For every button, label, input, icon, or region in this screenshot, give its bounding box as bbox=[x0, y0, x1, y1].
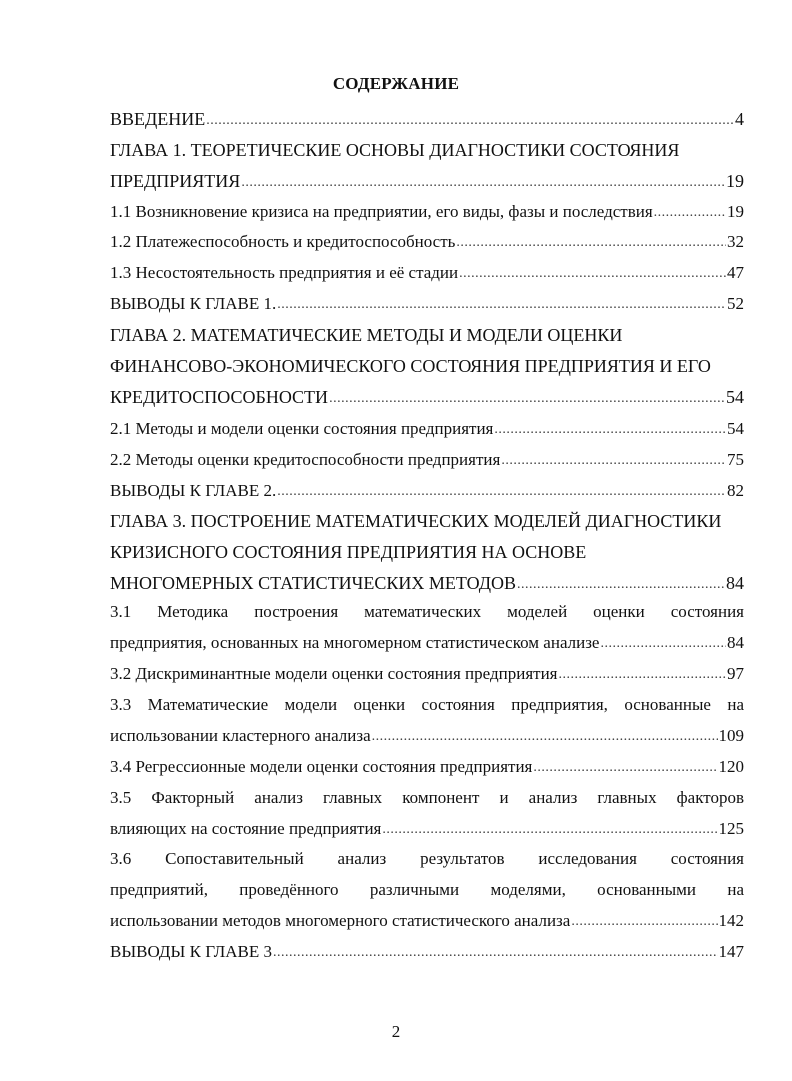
dot-leader bbox=[501, 450, 726, 472]
toc-entry-title: использовании методов многомерного статистического анализа bbox=[110, 911, 571, 930]
toc-entry-title: ВЫВОДЫ К ГЛАВЕ 3 bbox=[110, 942, 273, 961]
toc-entry-page: 109 bbox=[718, 726, 744, 745]
toc-entry-title: ВЫВОДЫ К ГЛАВЕ 2. bbox=[110, 481, 277, 500]
toc-entry-title-line: ГЛАВА 3. ПОСТРОЕНИЕ МАТЕМАТИЧЕСКИХ МОДЕЛЕЙ ДИАГНОСТИКИ bbox=[110, 511, 722, 531]
toc-entry-title-line: ГЛАВА 2. МАТЕМАТИЧЕСКИЕ МЕТОДЫ И МОДЕЛИ ОЦЕНКИ bbox=[110, 325, 623, 345]
toc-entry-page: 147 bbox=[718, 942, 744, 961]
toc-entry-section-3-5[interactable] bbox=[110, 787, 744, 842]
toc-entry-page: 52 bbox=[727, 294, 744, 313]
toc-entry-section-3-6[interactable] bbox=[110, 848, 744, 934]
dot-leader bbox=[277, 481, 726, 503]
toc-entry-page: 84 bbox=[727, 633, 744, 652]
toc-entry-title: предприятия, основанных на многомерном статистическом анализе bbox=[110, 633, 600, 652]
toc-entry-section-1-3[interactable] bbox=[110, 262, 744, 286]
toc-entry-page: 84 bbox=[726, 573, 744, 593]
toc-entry-chapter-2[interactable] bbox=[110, 324, 744, 411]
toc-entry-conclusions-2[interactable] bbox=[110, 480, 744, 504]
toc-entry-page: 97 bbox=[727, 664, 744, 683]
toc-entry-page: 19 bbox=[727, 202, 744, 221]
toc-entry-title: 1.2 Платежеспособность и кредитоспособность bbox=[110, 232, 456, 251]
toc-entry-title: 2.2 Методы оценки кредитоспособности предприятия bbox=[110, 450, 501, 469]
toc-entry-title: КРЕДИТОСПОСОБНОСТИ bbox=[110, 387, 329, 407]
dot-leader bbox=[241, 172, 725, 194]
toc-entry-title: влияющих на состояние предприятия bbox=[110, 819, 382, 838]
toc-entry-title-line: ФИНАНСОВО-ЭКОНОМИЧЕСКОГО СОСТОЯНИЯ ПРЕДПРИЯТИЯ И ЕГО bbox=[110, 356, 711, 376]
toc-entry-title: 3.2 Дискриминантные модели оценки состояния предприятия bbox=[110, 664, 558, 683]
toc-entry-title: ВЫВОДЫ К ГЛАВЕ 1. bbox=[110, 294, 277, 313]
toc-entry-page: 47 bbox=[727, 263, 744, 282]
toc-entry-page: 19 bbox=[726, 171, 744, 191]
toc-entry-page: 32 bbox=[727, 232, 744, 251]
toc-entry-title-line: 3.5 Факторный анализ главных компонент и анализ главных факторов bbox=[110, 788, 744, 807]
toc-entry-page: 120 bbox=[718, 757, 744, 776]
toc-entry-title-line: 3.3 Математические модели оценки состояния предприятия, основанные на bbox=[110, 695, 744, 714]
dot-leader bbox=[600, 633, 726, 655]
toc-entry-section-3-4[interactable] bbox=[110, 756, 744, 780]
dot-leader bbox=[273, 942, 717, 964]
dot-leader bbox=[459, 263, 726, 285]
toc-entry-section-1-1[interactable] bbox=[110, 201, 744, 225]
toc-entry-title-line: ГЛАВА 1. ТЕОРЕТИЧЕСКИЕ ОСНОВЫ ДИАГНОСТИКИ СОСТОЯНИЯ bbox=[110, 140, 680, 160]
toc-entry-page: 125 bbox=[718, 819, 744, 838]
toc-entry-section-3-1[interactable] bbox=[110, 601, 744, 656]
dot-leader bbox=[517, 574, 725, 596]
dot-leader bbox=[533, 757, 717, 779]
toc-entry-title: ВВЕДЕНИЕ bbox=[110, 109, 206, 129]
toc-entry-title-line: 3.6 Сопоставительный анализ результатов исследования состояния bbox=[110, 849, 744, 868]
dot-leader bbox=[382, 819, 717, 841]
toc-entry-title-line: 3.1 Методика построения математических моделей оценки состояния bbox=[110, 602, 744, 621]
dot-leader bbox=[494, 419, 726, 441]
dot-leader bbox=[571, 911, 717, 933]
toc-entry-title-line: КРИЗИСНОГО СОСТОЯНИЯ ПРЕДПРИЯТИЯ НА ОСНОВЕ bbox=[110, 542, 587, 562]
toc-entry-introduction[interactable] bbox=[110, 108, 744, 133]
dot-leader bbox=[206, 110, 734, 132]
dot-leader bbox=[559, 664, 727, 686]
toc-entry-title: 1.1 Возникновение кризиса на предприятии, его виды, фазы и последствия bbox=[110, 202, 653, 221]
toc-entry-page: 54 bbox=[727, 419, 744, 438]
toc-entry-chapter-3[interactable] bbox=[110, 510, 744, 597]
dot-leader bbox=[372, 726, 718, 748]
toc-entry-title: 2.1 Методы и модели оценки состояния предприятия bbox=[110, 419, 494, 438]
toc-entry-page: 82 bbox=[727, 481, 744, 500]
toc-entry-chapter-1[interactable] bbox=[110, 139, 744, 195]
dot-leader bbox=[654, 202, 726, 224]
page-title: СОДЕРЖАНИЕ bbox=[332, 74, 460, 93]
toc-entry-conclusions-3[interactable] bbox=[110, 941, 744, 965]
page-number: 2 bbox=[391, 1022, 401, 1041]
dot-leader bbox=[277, 294, 726, 316]
dot-leader bbox=[329, 388, 725, 410]
toc-entry-title: ПРЕДПРИЯТИЯ bbox=[110, 171, 241, 191]
dot-leader bbox=[456, 232, 726, 254]
toc-entry-title: МНОГОМЕРНЫХ СТАТИСТИЧЕСКИХ МЕТОДОВ bbox=[110, 573, 517, 593]
toc-entry-section-2-2[interactable] bbox=[110, 449, 744, 473]
toc-entry-page: 54 bbox=[726, 387, 744, 407]
toc-entry-title: использовании кластерного анализа bbox=[110, 726, 371, 745]
toc-entry-page: 142 bbox=[718, 911, 744, 930]
toc-entry-section-1-2[interactable] bbox=[110, 231, 744, 255]
toc-entry-page: 75 bbox=[727, 450, 744, 469]
toc-entry-title: 3.4 Регрессионные модели оценки состояния предприятия bbox=[110, 757, 533, 776]
toc-entry-section-3-2[interactable] bbox=[110, 663, 744, 687]
toc-entry-page: 4 bbox=[735, 109, 744, 129]
toc-entry-section-3-3[interactable] bbox=[110, 694, 744, 749]
toc-entry-section-2-1[interactable] bbox=[110, 418, 744, 442]
toc-entry-conclusions-1[interactable] bbox=[110, 293, 744, 317]
toc-entry-title-line: предприятий, проведённого различными моделями, основанными на bbox=[110, 880, 744, 899]
toc-entry-title: 1.3 Несостоятельность предприятия и её стадии bbox=[110, 263, 459, 282]
